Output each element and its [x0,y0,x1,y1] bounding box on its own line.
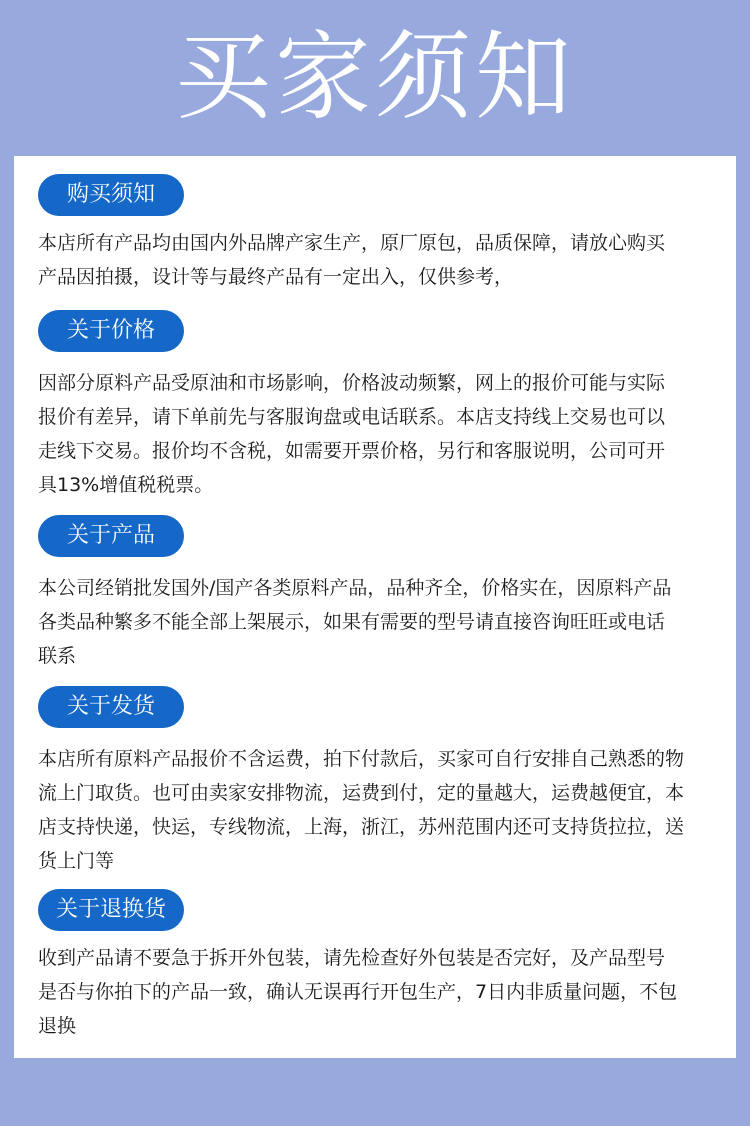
section-body [38,366,732,502]
page-title: 买家须知 [175,21,575,133]
body-line: 本公司经销批发国外/国产各类原料产品，品种齐全，价格实在，因原料产品 [38,577,672,599]
section-heading-badge: 购买须知 [38,174,184,216]
section-body [38,742,732,878]
section-heading-badge: 关于发货 [38,686,184,728]
body-line: 店支持快递，快运，专线物流，上海，浙江，苏州范围内还可支持货拉拉，送 [38,816,685,838]
body-line: 联系 [38,645,77,667]
body-line: 退换 [38,1015,77,1037]
body-line: 收到产品请不要急于拆开外包装，请先检查好外包装是否完好，及产品型号 [38,947,666,969]
section-body [38,941,732,1043]
footer-background [0,1058,750,1126]
section-heading-badge: 关于产品 [38,515,184,557]
body-line: 因部分原料产品受原油和市场影响，价格波动频繁，网上的报价可能与实际 [38,372,666,394]
section-body [38,571,732,673]
body-line: 流上门取货。也可由卖家安排物流，运费到付，定的量越大，运费越便宜，本 [38,782,685,804]
body-line: 本店所有原料产品报价不含运费，拍下付款后，买家可自行安排自己熟悉的物 [38,748,685,770]
body-line: 报价有差异，请下单前先与客服询盘或电话联系。本店支持线上交易也可以 [38,406,666,428]
body-line: 货上门等 [38,850,115,872]
section-heading-badge: 关于退换货 [38,889,184,931]
notice-card [14,156,736,1058]
body-line: 本店所有产品均由国内外品牌产家生产，原厂原包，品质保障，请放心购买 [38,232,666,254]
section-body [38,226,732,294]
body-line: 具13%增值税税票。 [38,474,214,496]
body-line: 产品因拍摄，设计等与最终产品有一定出入，仅供参考， [38,266,514,288]
body-line: 走线下交易。报价均不含税，如需要开票价格，另行和客服说明，公司可开 [38,440,666,462]
body-line: 各类品种繁多不能全部上架展示，如果有需要的型号请直接咨询旺旺或电话 [38,611,666,633]
section-heading-badge: 关于价格 [38,310,184,352]
body-line: 是否与你拍下的产品一致，确认无误再行开包生产，7日内非质量问题，不包 [38,981,678,1003]
